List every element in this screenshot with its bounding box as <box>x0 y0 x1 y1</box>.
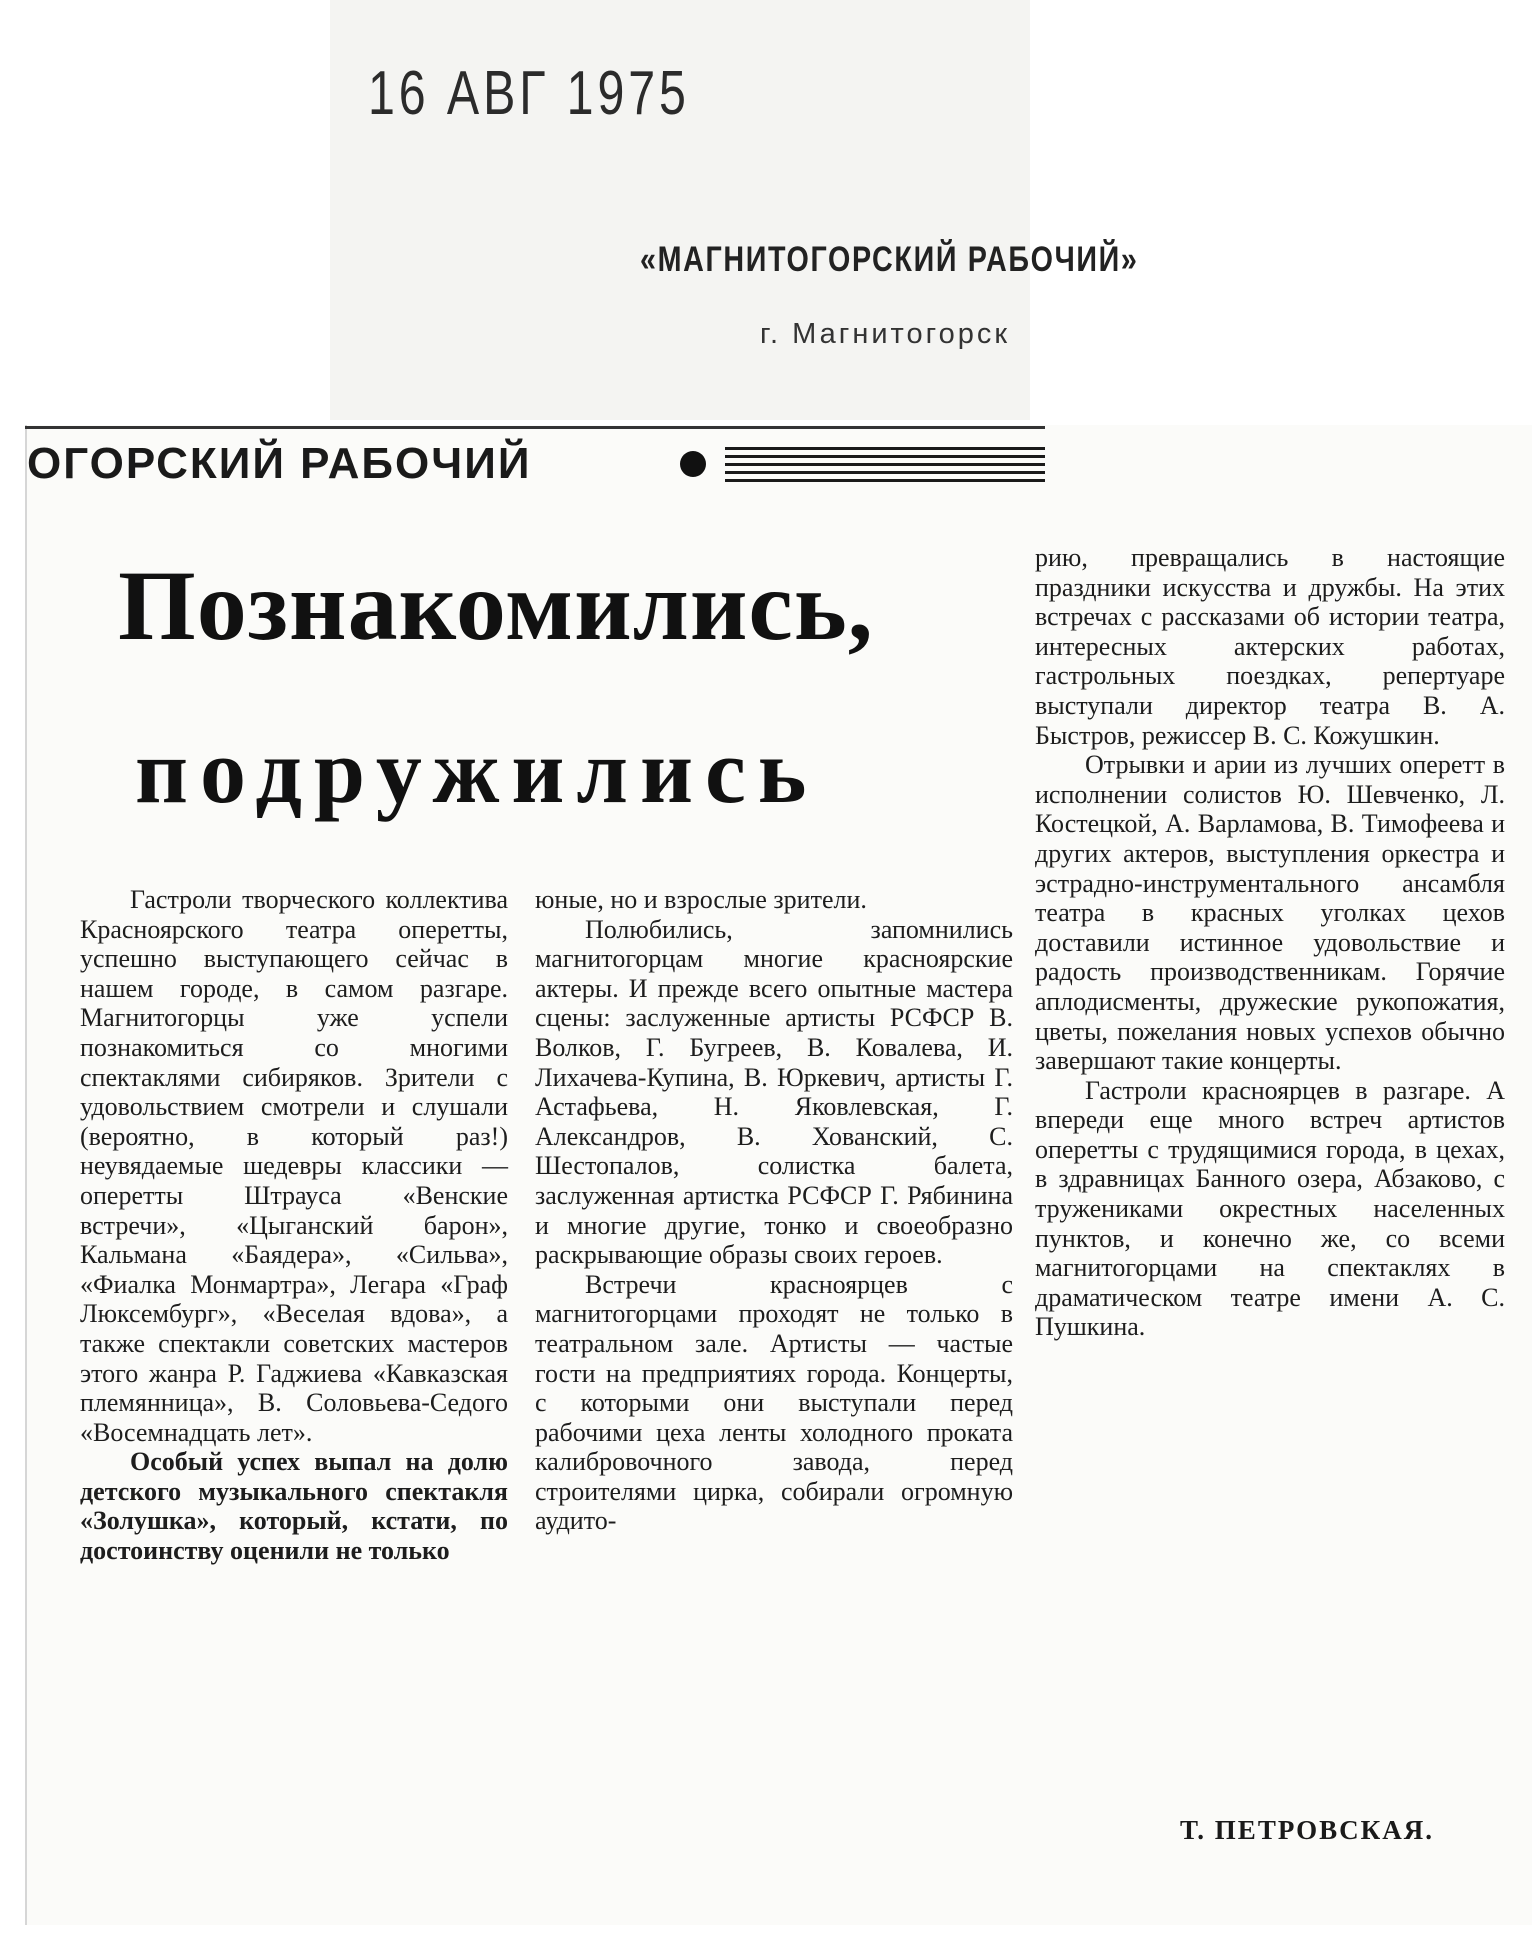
newspaper-name-stamp: «МАГНИТОГОРСКИЙ РАБОЧИЙ» <box>640 240 1139 279</box>
masthead <box>25 426 1045 501</box>
headline-line-2: подружились <box>135 720 819 822</box>
paragraph: Полюбились, запомнились магнитогорцам многие красноярские актеры. И прежде всего опытные мастера сцены: заслуженные артисты РСФСР В. Волков, Г. Бугреев, В. Ковалева, И. Лихачева-Купина, В. Юркевич, артисты Г. Астафьева, Н. Яковлевская, Г. Александров, В. Хованский, С. Шестопалов, солистка балета, заслуженная артистка РСФСР Г. Рябинина и многие другие, тонко и своеобразно раскрывающие образы своих героев. <box>535 914 1013 1270</box>
paragraph: юные, но и взрослые зрители. <box>535 885 867 914</box>
paragraph: Гастроли красноярцев в разгаре. А впереди еще много встреч артистов оперетты с трудящимися города, в цехах, в здравницах Банного озера, Абзаково, с тружениками окрестных населенных пунктов, и конечно же, со всеми магнитогорцами на спектаклях в драматическом театре имени А. С. Пушкина. <box>1035 1075 1505 1342</box>
paragraph: Встречи красноярцев с магнитогорцами проходят не только в театральном зале. Артисты — частые гости на предприятиях города. Концерты, с которыми они выступали перед рабочими цеха ленты холодного проката калибровочного завода, перед строителями цирка, собирали огромную аудито- <box>535 1269 1013 1536</box>
paragraph: Особый успех выпал на долю детского музыкального спектакля «Золушка», который, кстати, по достоинству оценили не только <box>80 1447 508 1566</box>
paragraph: Гастроли творческого коллектива Красноярского театра оперетты, успешно выступающего сейчас в нашем городе, в самом разгаре. Магнитогорцы уже успели познакомиться со многими спектаклями сибиряков. Зрители с удовольствием смотрели и слушали (вероятно, в который раз!) неувядаемые шедевры классики — оперетты Штрауса «Венские встречи», «Цыганский барон», Кальмана «Баядера», «Сильва», «Фиалка Монмартра», Легара «Граф Люксембург», «Веселая вдова», а также спектакли советских мастеров этого жанра Р. Гаджиева «Кавказская племянница», В. Соловьева-Седого «Восемнадцать лет». <box>80 885 508 1447</box>
article-column-1 <box>80 885 508 1566</box>
paragraph: Отрывки и арии из лучших оперетт в исполнении солистов Ю. Шевченко, Л. Костецкой, А. Варламова, В. Тимофеева и других актеров, выступления оркестра и эстрадно-инструментального ансамбля театра в красных уголках цехов доставили истинное удовольствие и радость производственникам. Горячие аплодисменты, дружеские рукопожатия, цветы, пожелания новых успехов обычно завершают такие концерты. <box>1035 750 1505 1076</box>
article-column-3 <box>1035 543 1505 1342</box>
bullet-icon <box>680 451 706 477</box>
paragraph: рию, превращались в настоящие праздники искусства и дружбы. На этих встречах с рассказами об истории театра, интересных актерских работах, гастрольных поездках, репертуаре выступали директор театра В. А. Быстров, режиссер В. С. Кожушкин. <box>1035 543 1505 750</box>
headline-line-1: Познакомились, <box>118 550 874 661</box>
article-column-2 <box>535 885 1013 1536</box>
author-signature: Т. ПЕТРОВСКАЯ. <box>1180 1815 1434 1845</box>
masthead-title: ОГОРСКИЙ РАБОЧИЙ <box>27 439 532 488</box>
date-stamp: 16 АВГ 1975 <box>368 59 690 128</box>
city-stamp: г. Магнитогорск <box>760 318 1011 350</box>
masthead-stripes <box>725 447 1045 487</box>
